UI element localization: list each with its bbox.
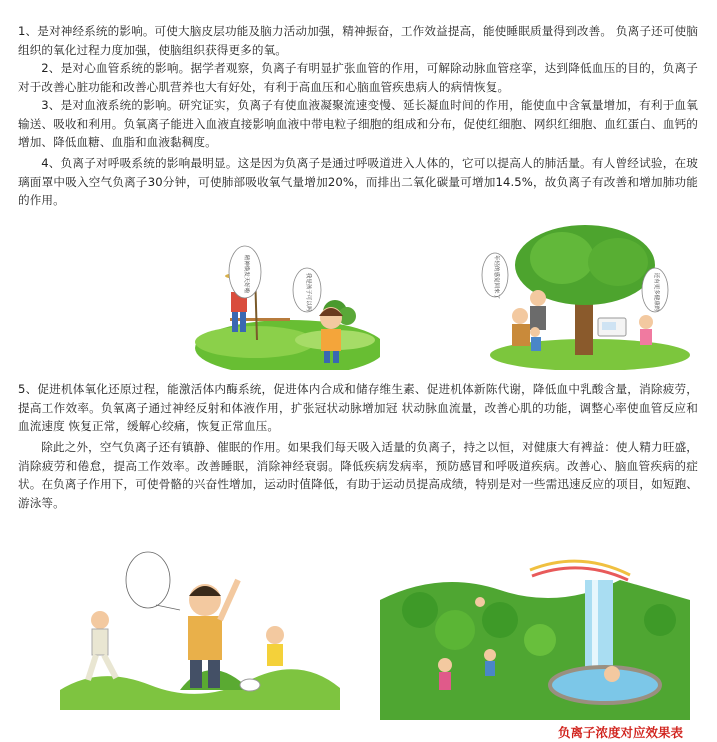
bubble-text-2: 我是孩子可以吗 bbox=[305, 272, 311, 312]
paragraph-nervous-system: 1、是对神经系统的影响。可使大脑皮层功能及脑力活动加强，精神振奋，工作效益提高，能使睡眠质量得到改善。 负离子还可使脑组织的氧化过程力度加强，使脑组织获得更多的氧。 bbox=[18, 24, 698, 57]
illustration-exercising-people bbox=[60, 540, 340, 710]
bubble-text-4: 还有更多健康的 bbox=[653, 272, 659, 312]
paragraph-other-effects: 除此之外，空气负离子还有镇静、催眠的作用。如果我们每天吸入适量的负离子，持之以恒，对健康大有裨益：使人精力旺盛，消除疲劳和倦怠，提高工作效率。改善睡眠，消除神经衰弱。降低疾病发病率，预防感冒和呼吸道疾病。改善心、脑血管疾病的症状。在负离子作用下，可使骨骼的兴奋性增加，运动时值降低，有助于运动员提高成绩，特别是对一些需迅速反应的项目，如短跑、游泳等。 bbox=[18, 440, 698, 510]
paragraph-respiratory: 4、负离子对呼吸系统的影响最明显。这是因为负离子是通过呼吸道进入人体的，它可以提高人的肺活量。有人曾经试验，在玻璃面罩中吸入空气负离子30分钟，可使肺部吸收氧气量增加20%，而排出二氧化碳量可增加14.5%，故负离子有改善和增加肺功能的作用。 bbox=[18, 156, 698, 207]
illustration-waterfall-landscape bbox=[380, 540, 690, 720]
paragraph-oxidation: 5、促进机体氧化还原过程，能激活体内酶系统，促进体内合成和储存维生素、促进机体新陈代谢，降低血中乳酸含量，消除疲劳，提高工作效率。负氧离子通过神经反射和体液作用，扩张冠状动脉增加冠 状动脉血流量，改善心肌的功能，调整心率使血管反应和血流速度 恢复正常，缓解心绞痛，恢复正常血压。 bbox=[18, 382, 698, 433]
illustration-farmer-child bbox=[195, 230, 380, 370]
caption: 负离子浓度对应效果表 bbox=[557, 725, 683, 740]
paragraph-cardiovascular: 2、是对心血管系统的影响。据学者观察，负离子有明显扩张血管的作用，可解除动脉血管痉挛，达到降低血压的目的，负离子对于改善心脏功能和改善心肌营养也大有好处，有利于高血压和心脑血管疾患病人的病情恢复。 bbox=[18, 61, 698, 94]
paragraph-blood-system: 3、是对血液系统的影响。研究证实，负离子有使血液凝聚流速变慢、延长凝血时间的作用，能使血中含氧量增加，有利于血氧输送、吸收和利用。负氧离子能进入血液直接影响血液中带电粒子细胞的组成和分布，促使红细胞、网织红细胞、血红蛋白、血钙的增加、降低血糖、血脂和血液黏稠度。 bbox=[18, 98, 698, 149]
illustration-tree-family bbox=[470, 220, 690, 370]
bubble-text-1: 精神焕发天好啦 bbox=[243, 254, 249, 294]
bubble-text-3: 年轻的感觉回来了 bbox=[493, 254, 499, 300]
